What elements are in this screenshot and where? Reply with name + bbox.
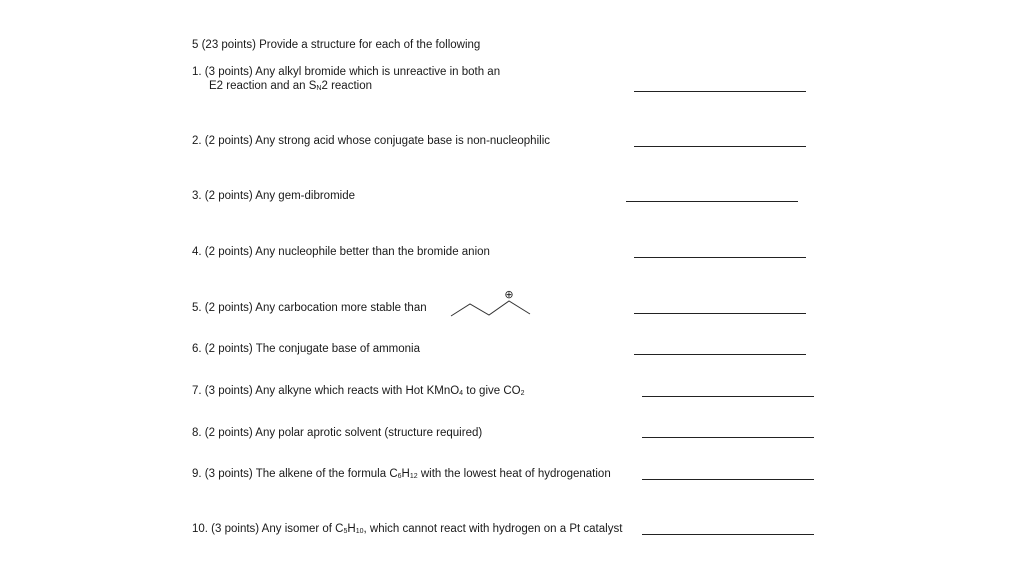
question-3: 3. (2 points) Any gem-dibromide	[192, 190, 355, 202]
answer-line-1[interactable]	[634, 91, 806, 92]
answer-line-8[interactable]	[642, 437, 814, 438]
page-title: 5 (23 points) Provide a structure for each of the following	[192, 39, 481, 51]
answer-line-7[interactable]	[642, 396, 814, 397]
question-6: 6. (2 points) The conjugate base of ammonia	[192, 343, 421, 355]
question-8: 8. (2 points) Any polar aprotic solvent (structure required)	[192, 427, 483, 439]
answer-line-5[interactable]	[634, 313, 806, 314]
question-9: 9. (3 points) The alkene of the formula $C_6H_{12}$ with the lowest heat of hydrogenation	[192, 468, 611, 480]
skeletal-chain	[451, 301, 530, 316]
question-10: 10. (3 points) Any isomer of $C_5H_{10}$, which cannot react with hydrogen on a Pt catalyst	[192, 523, 623, 535]
answer-line-3[interactable]	[626, 201, 798, 202]
answer-line-10[interactable]	[642, 534, 814, 535]
question-5: 5. (2 points) Any carbocation more stable than	[192, 302, 427, 314]
question-1-line-1: 1. (3 points) Any alkyl bromide which is unreactive in both an	[192, 66, 501, 78]
plus-charge-icon: ⊕	[504, 288, 514, 301]
question-2: 2. (2 points) Any strong acid whose conjugate base is non-nucleophilic	[192, 135, 550, 147]
answer-line-9[interactable]	[642, 479, 814, 480]
question-4: 4. (2 points) Any nucleophile better than the bromide anion	[192, 246, 490, 258]
carbocation-structure	[448, 288, 534, 322]
answer-line-6[interactable]	[634, 354, 806, 355]
question-7: 7. (3 points) Any alkyne which reacts with Hot KMnO$_4$ to give $CO_2$	[192, 385, 525, 397]
answer-line-2[interactable]	[634, 146, 806, 147]
answer-line-4[interactable]	[634, 257, 806, 258]
question-1-line-2: E2 reaction and an $S_N2$ reaction	[209, 80, 372, 92]
